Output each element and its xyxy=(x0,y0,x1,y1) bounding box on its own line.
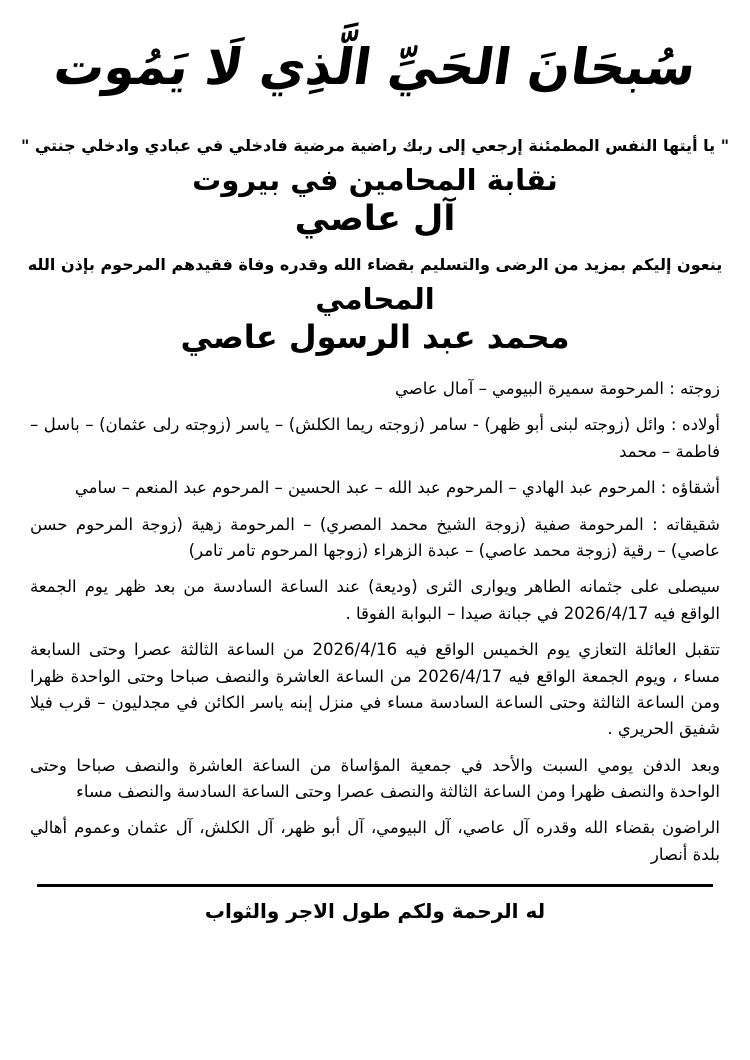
obituary-body xyxy=(0,376,750,868)
funeral-details-paragraph: سيصلى على جثمانه الطاهر ويوارى الثرى (وديعة) عند الساعة السادسة من بعد ظهر يوم الجمعة الواقع فيه 2026/4/17 في جبانة صيدا – البوابة الفوقا . xyxy=(30,577,720,623)
quran-verse: " يا أيتها النفس المطمئنة إرجعي إلى ربك راضية مرضية فادخلي في عبادي وادخلي جنتي " xyxy=(20,136,730,155)
post-burial-condolences-paragraph: وبعد الدفن يومي السبت والأحد في جمعية المؤاساة من الساعة العاشرة والنصف صباحا وحتى الواحدة والنصف ظهرا ومن الساعة الثالثة والنصف عصرا وحتى الساعة السادسة والنصف مساء xyxy=(30,755,720,802)
closing-blessing: له الرحمة ولكم طول الاجر والثواب xyxy=(204,899,546,924)
mourning-families-paragraph: الراضون بقضاء الله وقدره آل عاصي، آل البيومي، آل أبو ظهر، آل الكلش، آل عثمان وعموم أهالي بلدة أنصار xyxy=(30,818,720,864)
condolences-schedule-paragraph: تتقبل العائلة التعازي يوم الخميس الواقع فيه 2026/4/16 من الساعة الثالثة عصرا وحتى السابعة مساء ، ويوم الجمعة الواقع فيه 2026/4/17 من الساعة العاشرة والنصف صباحا وحتى الواحدة ظهرا ومن الساعة الثالثة وحتى الساعة السادسة مساء في منزل إبنه ياسر الكائن في مجدليون – قرب فيلا شفيق الحريري . xyxy=(30,640,720,739)
children-line: أولاده : وائل (زوجته لبنى أبو ظهر) - سامر (زوجته ريما الكلش) – ياسر (زوجته رلى عثمان) – باسل – فاطمة – محمد xyxy=(30,415,720,461)
brothers-line: أشقاؤه : المرحوم عبد الهادي – المرحوم عبد الله – عبد الحسين – المرحوم عبد المنعم – سامي xyxy=(74,478,720,498)
footer-divider xyxy=(37,884,713,887)
deceased-name: محمد عبد الرسول عاصي xyxy=(180,318,570,356)
deceased-profession-title: المحامي xyxy=(315,282,435,316)
sisters-line: شقيقاته : المرحومة صفية (زوجة الشيخ محمد المصري) – المرحومة زهية (زوجة المرحوم حسن عاصي) – رقية (زوجة محمد عاصي) – عبدة الزهراء (زوجها المرحوم تامر تامر) xyxy=(30,514,720,560)
calligraphy-header: سُبحَانَ الحَيِّ الَّذِي لَا يَمُوت xyxy=(50,38,700,96)
announcement-intro: ينعون إليكم بمزيد من الرضى والتسليم بقضاء الله وقدره وفاة فقيدهم المرحوم بإذن الله xyxy=(27,255,723,274)
organization-title: نقابة المحامين في بيروت xyxy=(192,163,558,197)
wife-line: زوجته : المرحومة سميرة البيومي – آمال عاصي xyxy=(395,379,720,398)
family-name-title: آل عاصي xyxy=(294,199,456,239)
